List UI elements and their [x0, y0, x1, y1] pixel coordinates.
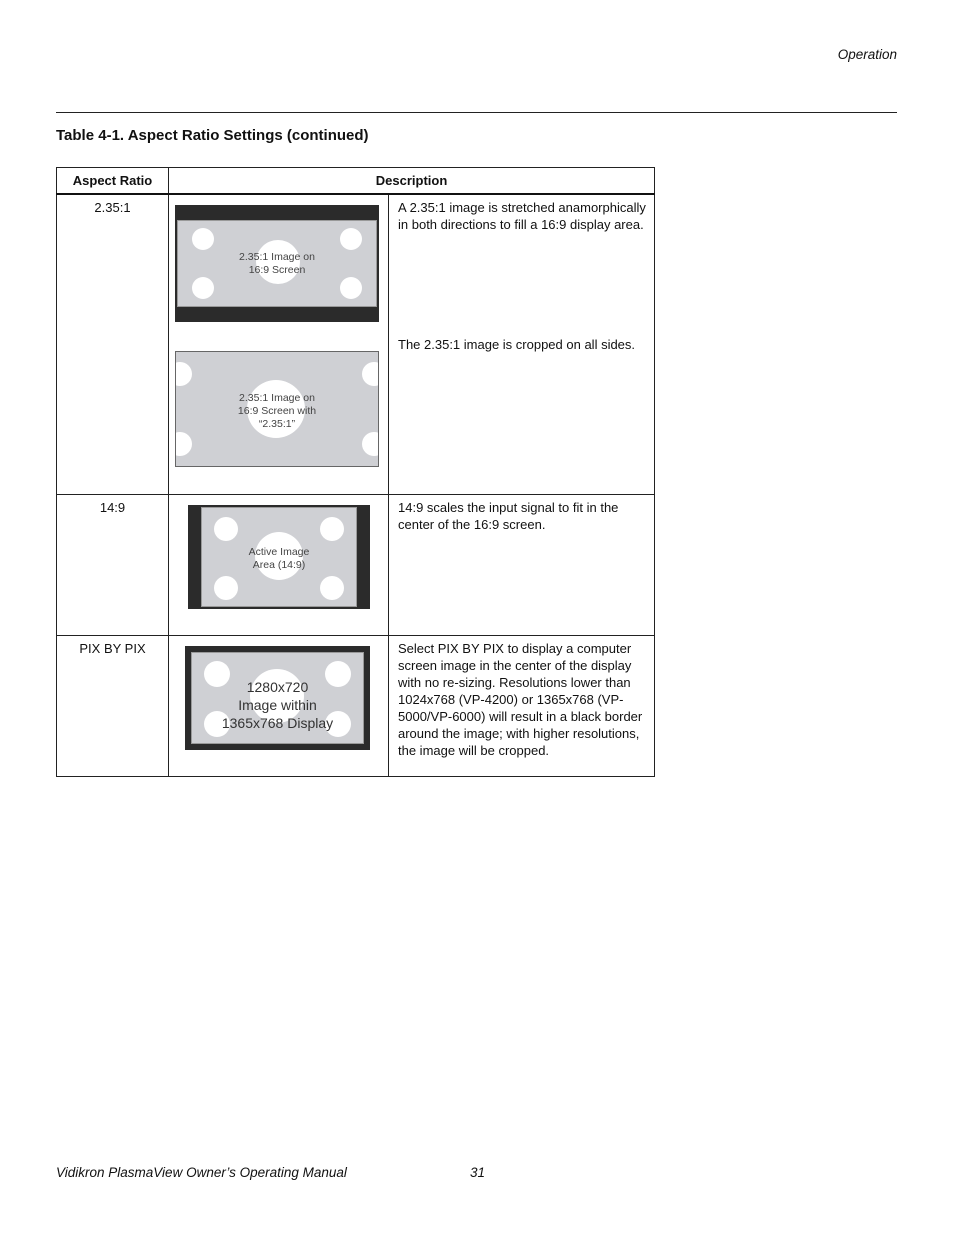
- description-cell: [389, 494, 655, 635]
- aspect-ratio-table: [56, 167, 655, 777]
- screen-area: [201, 507, 357, 607]
- test-circle: [175, 362, 192, 386]
- test-circle: [320, 576, 344, 600]
- ratio-cell: 2.35:1: [57, 194, 169, 494]
- illustration-cell: [169, 194, 389, 494]
- illustration-caption: 2.35:1 Image on 16:9 Screen with “2.35:1”: [237, 392, 317, 430]
- description-cell: [389, 635, 655, 776]
- description-cell: [389, 194, 655, 494]
- table-header-row: [57, 168, 655, 195]
- test-circle: [362, 362, 379, 386]
- test-circle: [320, 517, 344, 541]
- test-circle: [362, 432, 379, 456]
- test-circle: [192, 277, 214, 299]
- table-row: [57, 635, 655, 776]
- test-circle: [192, 228, 214, 250]
- table-row: [57, 194, 655, 494]
- table-title: Table 4-1. Aspect Ratio Settings (continued): [56, 127, 369, 144]
- pillarbox-illustration: [188, 505, 370, 609]
- description-text: The 2.35:1 image is cropped on all sides.: [398, 337, 636, 352]
- test-circle: [340, 277, 362, 299]
- illustration-caption: 2.35:1 Image on 16:9 Screen: [239, 251, 315, 276]
- description-text: Select PIX BY PIX to display a computer screen image in the center of the display with no re-sizing. Resolutions lower than 1024x768 (VP-4200) or 1365x768 (VP-5000/VP-6000) will result in a black border around the image; with higher resolutions, the image will be cropped.: [398, 640, 643, 758]
- letterbox-illustration: [175, 205, 379, 322]
- illustration-cell: [169, 635, 389, 776]
- running-header: Operation: [837, 47, 897, 62]
- page-number: 31: [470, 1165, 486, 1180]
- description-text: 14:9 scales the input signal to fit in the center of the 16:9 screen.: [398, 499, 619, 532]
- ratio-cell: PIX BY PIX: [57, 635, 169, 776]
- column-header-aspect-ratio: Aspect Ratio: [57, 168, 169, 195]
- cropped-illustration: [175, 351, 379, 467]
- screen-area: [177, 220, 377, 307]
- footer-manual-title: Vidikron PlasmaView Owner’s Operating Manual: [56, 1165, 347, 1180]
- test-circle: [340, 228, 362, 250]
- illustration-caption: Active Image Area (14:9): [248, 545, 310, 571]
- test-circle: [214, 517, 238, 541]
- test-circle: [214, 576, 238, 600]
- table-row: [57, 494, 655, 635]
- illustration-cell: [169, 494, 389, 635]
- screen-area: [191, 652, 364, 744]
- ratio-cell: 14:9: [57, 494, 169, 635]
- description-text: A 2.35:1 image is stretched anamorphically in both directions to fill a 16:9 display area.: [398, 200, 646, 232]
- header-rule: [56, 112, 897, 113]
- illustration-caption: 1280x720 Image within 1365x768 Display: [221, 678, 334, 731]
- pixbypix-illustration: [185, 646, 370, 750]
- column-header-description: Description: [169, 168, 655, 195]
- test-circle: [175, 432, 192, 456]
